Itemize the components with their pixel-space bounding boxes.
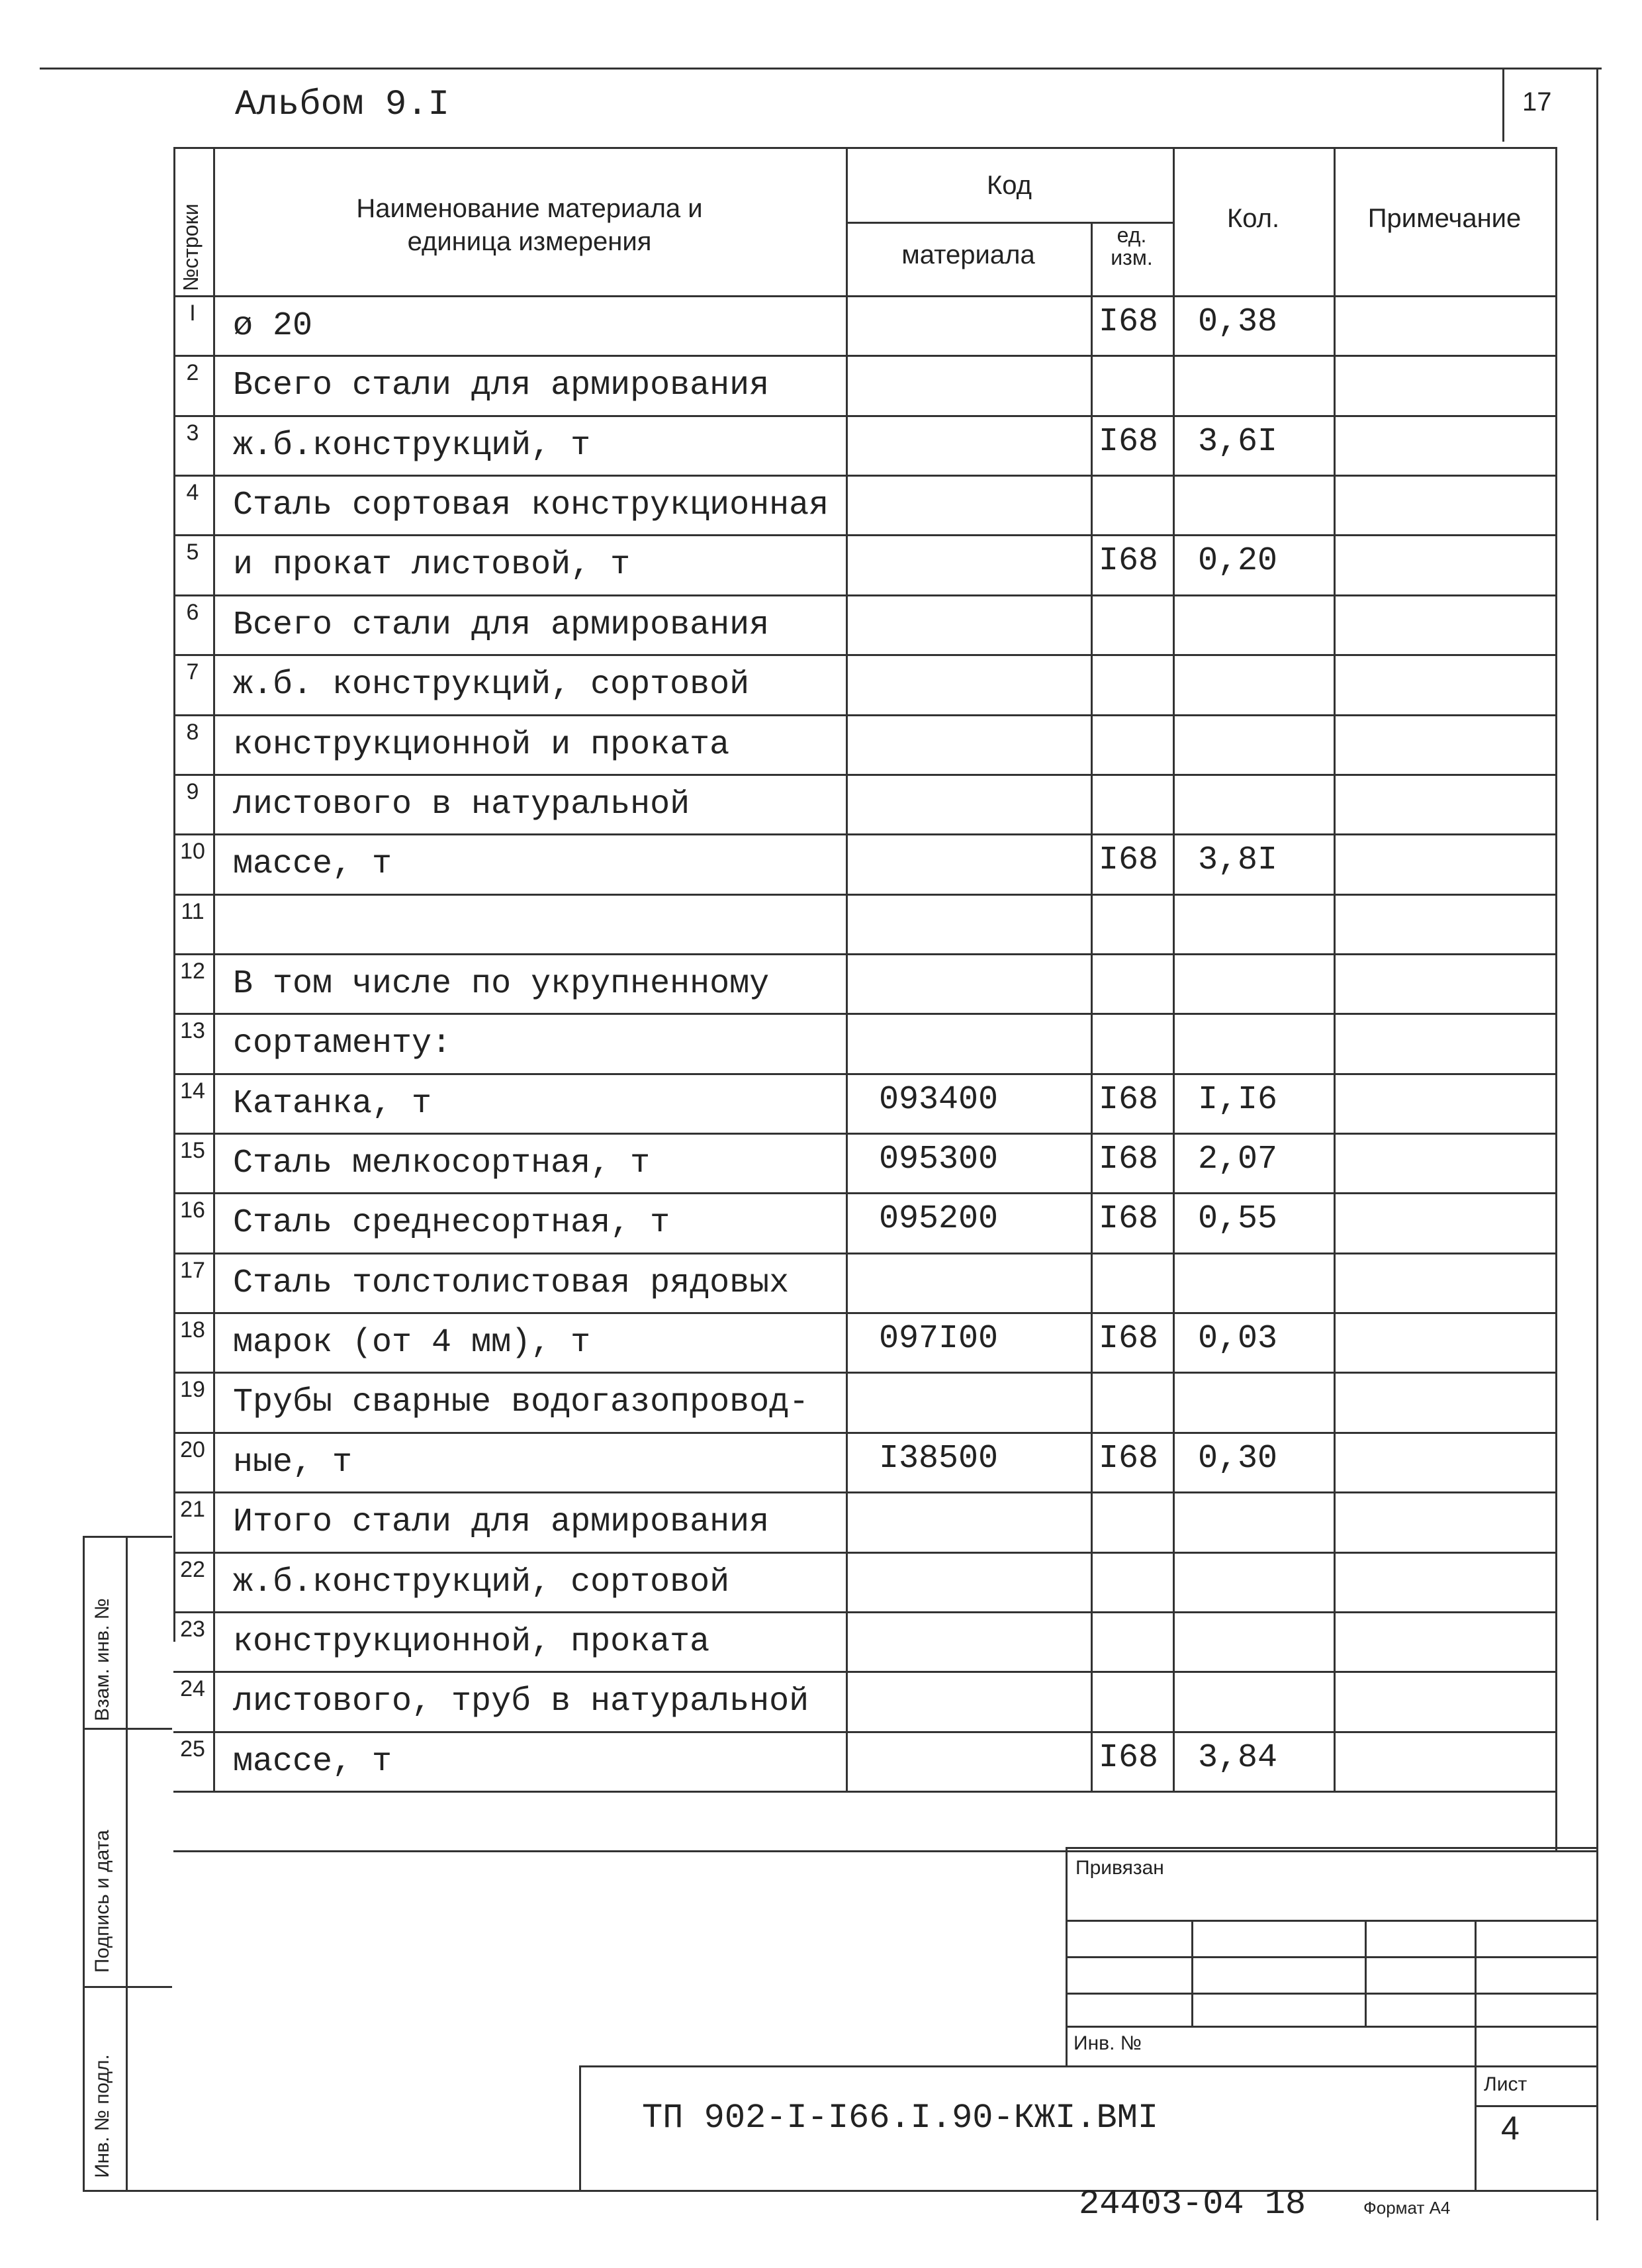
side-stamp-div1 xyxy=(83,1728,172,1730)
header-unit-line1: ед. xyxy=(1117,223,1147,247)
row-number: 9 xyxy=(186,779,199,804)
row-line-24 xyxy=(173,1731,1555,1733)
row-qty: 3,84 xyxy=(1198,1738,1278,1777)
row-line-4 xyxy=(173,534,1555,536)
row-number: 12 xyxy=(180,958,205,984)
side-stamp-bottom xyxy=(83,2190,1598,2192)
row-unit: I68 xyxy=(1099,1439,1159,1478)
side-stamp-left xyxy=(83,1536,85,2191)
row-line-23 xyxy=(173,1671,1555,1673)
row-name: ные, т xyxy=(233,1443,353,1482)
stamp-sheet-div xyxy=(1475,2105,1598,2107)
row-line-21 xyxy=(173,1552,1555,1554)
header-unit-line2: изм. xyxy=(1111,246,1153,269)
stamp-doc-left xyxy=(579,2065,581,2191)
table-col-line-unit xyxy=(1091,222,1093,1791)
row-name: листового, труб в натуральной xyxy=(233,1683,809,1721)
row-name: Всего стали для армирования xyxy=(233,367,770,405)
top-border xyxy=(40,68,1602,70)
row-unit: I68 xyxy=(1099,1200,1159,1239)
row-unit: I68 xyxy=(1099,1141,1159,1179)
row-line-13 xyxy=(173,1073,1555,1075)
row-code: 093400 xyxy=(879,1080,999,1119)
table-col-line-3 xyxy=(1334,147,1336,1791)
row-name: конструкционной и проката xyxy=(233,726,730,764)
sheet-number-divider xyxy=(1502,69,1504,142)
row-line-10 xyxy=(173,894,1555,896)
stamp-privyazan: Привязан xyxy=(1075,1857,1164,1879)
row-line-3 xyxy=(173,475,1555,477)
row-number: 6 xyxy=(186,599,199,625)
header-name-line2: единица измерения xyxy=(407,227,652,256)
table-col-line-1 xyxy=(846,147,848,1791)
row-number: 15 xyxy=(180,1138,205,1164)
row-line-7 xyxy=(173,714,1555,716)
row-unit: I68 xyxy=(1099,303,1159,341)
table-right-border xyxy=(1555,147,1557,1850)
row-line-11 xyxy=(173,953,1555,955)
row-number: 21 xyxy=(180,1497,205,1523)
row-qty: I,I6 xyxy=(1198,1080,1278,1119)
row-name: массе, т xyxy=(233,845,392,884)
row-line-1 xyxy=(173,355,1555,357)
row-name: Сталь среднесортная, т xyxy=(233,1204,670,1243)
side-stamp-mid xyxy=(126,1536,128,2191)
row-qty: 0,55 xyxy=(1198,1200,1278,1239)
row-line-17 xyxy=(173,1312,1555,1314)
row-number: 16 xyxy=(180,1198,205,1223)
stamp-line-2 xyxy=(1066,1956,1598,1958)
side-stamp-div2 xyxy=(83,1986,172,1988)
row-qty: 3,8I xyxy=(1198,841,1278,880)
album-title: Альбом 9.I xyxy=(235,85,450,125)
row-unit: I68 xyxy=(1099,422,1159,461)
row-number: 13 xyxy=(180,1018,205,1044)
row-name: ж.б. конструкций, сортовой xyxy=(233,666,750,704)
stamp-line-4 xyxy=(1066,2026,1598,2028)
row-unit: I68 xyxy=(1099,542,1159,581)
row-name: и прокат листовой, т xyxy=(233,546,631,585)
stamp-vdiv-2 xyxy=(1365,1920,1367,2026)
header-note: Примечание xyxy=(1367,204,1522,233)
format-label: Формат А4 xyxy=(1363,2198,1451,2218)
row-code: 095200 xyxy=(879,1200,999,1239)
row-number: 23 xyxy=(180,1616,205,1642)
row-line-14 xyxy=(173,1133,1555,1135)
row-name: Сталь мелкосортная, т xyxy=(233,1145,651,1183)
row-qty: 3,6I xyxy=(1198,422,1278,461)
row-number: 5 xyxy=(186,540,199,565)
sheet-label: Лист xyxy=(1484,2073,1528,2095)
stamp-vdiv-1 xyxy=(1191,1920,1193,2026)
row-number: 20 xyxy=(180,1437,205,1462)
row-line-18 xyxy=(173,1372,1555,1374)
row-number: 14 xyxy=(180,1078,205,1104)
row-name: Сталь толстолистовая рядовых xyxy=(233,1264,790,1302)
side-label-inv-podl: Инв. № подл. xyxy=(91,2054,113,2178)
row-line-12 xyxy=(173,1013,1555,1015)
row-line-8 xyxy=(173,774,1555,776)
row-number: 7 xyxy=(186,659,199,685)
row-code: 097I00 xyxy=(879,1320,999,1358)
row-number: 24 xyxy=(180,1676,205,1702)
side-label-vzam: Взам. инв. № xyxy=(91,1598,113,1721)
row-name: массе, т xyxy=(233,1742,392,1781)
row-number: 8 xyxy=(186,719,199,745)
side-stamp-top xyxy=(83,1536,172,1538)
row-name: ж.б.конструкций, т xyxy=(233,426,591,465)
row-number: 10 xyxy=(180,839,205,865)
row-number: 11 xyxy=(181,898,205,924)
document-code: ТП 902-I-I66.I.90-КЖI.ВМI xyxy=(642,2099,1159,2138)
row-number: 17 xyxy=(180,1257,205,1283)
row-number: 4 xyxy=(186,480,199,506)
table-top-border xyxy=(173,147,1555,149)
row-qty: 2,07 xyxy=(1198,1141,1278,1179)
row-qty: 0,38 xyxy=(1198,303,1278,341)
row-line-6 xyxy=(173,654,1555,656)
row-name: В том числе по укрупненному xyxy=(233,965,770,1003)
table-col-line-0 xyxy=(213,147,215,1791)
row-qty: 0,03 xyxy=(1198,1320,1278,1358)
stamp-line-3 xyxy=(1066,1993,1598,1995)
row-name: листового в натуральной xyxy=(233,785,690,824)
right-border xyxy=(1596,69,1598,2220)
row-qty: 0,30 xyxy=(1198,1439,1278,1478)
row-number: 25 xyxy=(180,1736,205,1762)
row-line-19 xyxy=(173,1432,1555,1434)
stamp-doc-top xyxy=(579,2065,1598,2067)
row-name: ø 20 xyxy=(233,307,313,345)
stamp-privyazan-top xyxy=(1066,1847,1598,1849)
row-unit: I68 xyxy=(1099,841,1159,880)
header-name-line1: Наименование материала и xyxy=(356,194,703,223)
header-row-number: №строки xyxy=(179,203,203,291)
row-unit: I68 xyxy=(1099,1738,1159,1777)
row-unit: I68 xyxy=(1099,1080,1159,1119)
row-code: I38500 xyxy=(879,1439,999,1478)
row-line-15 xyxy=(173,1192,1555,1194)
row-name: марок (от 4 мм), т xyxy=(233,1324,591,1362)
row-number: I xyxy=(189,301,196,326)
row-code: 095300 xyxy=(879,1141,999,1179)
table-bottom-extension xyxy=(173,1850,1598,1852)
row-name: ж.б.конструкций, сортовой xyxy=(233,1563,730,1601)
sheet-value: 4 xyxy=(1501,2110,1520,2147)
stamp-vdiv-3 xyxy=(1475,1920,1477,2191)
stamp-line-1 xyxy=(1066,1920,1598,1922)
row-name: сортаменту: xyxy=(233,1025,452,1063)
side-label-podpis: Подпись и дата xyxy=(91,1830,113,1973)
row-name: Сталь сортовая конструкционная xyxy=(233,487,829,525)
table-bottom-border xyxy=(173,1791,1555,1793)
sheet-number: 17 xyxy=(1522,87,1552,117)
table-header-bottom xyxy=(173,295,1555,297)
row-line-9 xyxy=(173,833,1555,835)
table-col-line-2 xyxy=(1173,147,1175,1791)
row-line-16 xyxy=(173,1252,1555,1254)
header-material: материала xyxy=(901,240,1035,269)
row-number: 2 xyxy=(186,360,199,386)
row-name: Всего стали для армирования xyxy=(233,606,770,644)
row-number: 18 xyxy=(180,1317,205,1343)
row-qty: 0,20 xyxy=(1198,542,1278,581)
row-number: 22 xyxy=(180,1556,205,1582)
row-name: конструкционной, проката xyxy=(233,1623,710,1661)
header-code: Код xyxy=(986,171,1032,200)
row-line-2 xyxy=(173,415,1555,417)
row-line-22 xyxy=(173,1611,1555,1613)
header-qty: Кол. xyxy=(1226,204,1280,233)
row-unit: I68 xyxy=(1099,1320,1159,1358)
row-line-5 xyxy=(173,594,1555,596)
stamp-inv-no: Инв. № xyxy=(1073,2032,1142,2054)
row-name: Итого стали для армирования xyxy=(233,1503,770,1542)
row-line-20 xyxy=(173,1491,1555,1493)
archive-number: 24403-04 18 xyxy=(1079,2185,1306,2224)
row-number: 3 xyxy=(186,420,199,446)
row-number: 19 xyxy=(180,1377,205,1403)
row-name: Трубы сварные водогазопровод- xyxy=(233,1384,809,1422)
row-name: Катанка, т xyxy=(233,1084,432,1123)
